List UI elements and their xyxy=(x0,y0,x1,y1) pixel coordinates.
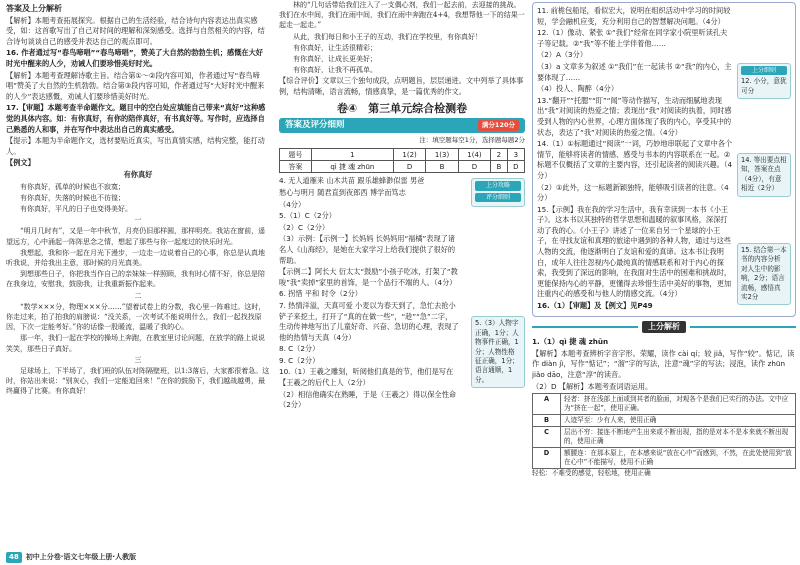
answers-list xyxy=(537,6,733,312)
option-key: B xyxy=(533,415,561,427)
divider xyxy=(690,326,796,328)
table-cell: 1(4) xyxy=(458,149,490,161)
essay-paragraph: “明月几时有”，又是一年中秋节，月亮仍旧那样圆，那样明亮。我站在窗前，遥望远方，心中涌起一阵阵思念之情，想起了那些与你一起度过的快乐时光。 xyxy=(6,227,266,246)
exam-title xyxy=(279,101,525,115)
answer-14: 14.（1）①标题通过“阅读”一词，巧妙地串联起了文章中各个情节，能够将读者的情感、感受与书本的内容联系在一起。②标题不仅概括了文章的主要内容，还引起读者的阅读兴趣。（4分） xyxy=(537,139,733,180)
essay-title: 有你真好 xyxy=(123,169,153,179)
answer-11: 11. 前桅包船尾，看似宏大，说明在组织活动中学习的时间较短，学会融机应变，充分利用自己的智慧解决问题。（4分） xyxy=(537,6,731,26)
section-label: 上分解析 xyxy=(642,321,686,334)
scoring-note: 注：填空题每空1分，选择题每题2分 xyxy=(419,135,525,144)
page-number: 48 xyxy=(6,552,22,563)
comment-paragraph: 【综合评价】文章以三个独句成段，点明题旨，层层递进。文中列举了具体事例，结构清晰，语言流畅，情感真挚，是一篇优秀的作文。 xyxy=(279,76,524,97)
table-cell: 答案 xyxy=(280,161,312,173)
scoring-sidebox xyxy=(471,316,525,388)
answer-12d: （4）投人、陶醉（4分） xyxy=(537,84,619,94)
answer-5: 5.（1）C（2分） xyxy=(279,211,336,221)
answer-5c: （3）示例：【示例一】长妈妈 长妈妈用“福橘”表现了诸名人《山海经》，是她在大家学习上给我们提供了很好的帮助。 xyxy=(279,234,456,265)
scoring-note: 15. 结合第一本书的内容分析对人生中的影响，2分；语言流畅，感悟真实2分 xyxy=(741,246,787,302)
exam-title-text: 卷④ 第三单元综合检测卷 xyxy=(336,101,468,115)
answer-13: 13.“翻开”“托腮”“盯”“闻”等动作描写，生动而细腻地表现出“我”对阅读的热爱之情；表现出“我”对阅读的执着，同时感受到人物的内心世界，心理方面体现了我的内心，享受其中的状态，表达了“我”对阅读的热爱之情。（4分） xyxy=(537,95,732,137)
answer-10: 10.（1）王羲之雕刻，听阅他们真是的节，他们是写在【王羲之的后代上人（2分） xyxy=(279,367,454,388)
essay-paragraph: 足球场上，下半场了，我们班的队伍对阵隔壁班，以1:3落后，大家都很着急。这时，你站出来说：“别灰心，我们一定能追回来！”在你的鼓励下，我们越战越勇，最终赢得了比赛。有你真好！ xyxy=(6,366,270,396)
poem-line: 有你真好，让生活很精彩； xyxy=(293,43,377,52)
answer-7: 7. 热情洋溢，天真可爱 小麦以为春天到了，急忙去抢小铲子来挖土，打开了“真的在做一些”，“趁”“急”二字，生动传神地写出了儿童好奇、兴奋、急切的心理，表现了他的热情与天真（4分） xyxy=(279,300,459,342)
answer-12b: （2）A（3分） xyxy=(537,50,588,60)
answer-5b: （2）C（2分） xyxy=(279,222,330,232)
table-cell: 1(3) xyxy=(426,149,458,161)
section-header: 答案及上分解析 xyxy=(6,4,62,13)
scoring-sidebox xyxy=(737,153,791,197)
table-cell: B xyxy=(491,161,507,173)
table-row xyxy=(533,427,796,448)
answers-box xyxy=(532,2,796,317)
section-number: 三 xyxy=(134,355,142,364)
table-cell: D xyxy=(393,161,425,173)
analysis-paragraph: 【解析】本题考查拓展探究。根据自己的生活经验，结合诗句内容表达出真实感受，如：这首歌写出了自己对时间的理解和深刻感受。选择与自然相关的内容，结合诗句谈谈自己的感受并表达自己的观点即可。 xyxy=(6,15,265,46)
answer-9: 9. C（2分） xyxy=(279,355,320,365)
option-key: A xyxy=(533,394,561,415)
option-text: 额腰连：在那本原上，在本感来说“放在心中”而感到，不然，在此处使用到“放在心中”不能描写，使用不正确 xyxy=(561,448,796,469)
table-cell: 1(2) xyxy=(393,149,425,161)
hint-paragraph: 【提示】本题为半命题作文，选材要贴近真实，写出真情实感，结构完整，能打动人。 xyxy=(6,136,265,156)
table-row xyxy=(280,161,525,173)
essay-paragraph: 我想起，我和你一起在月光下漫步，一边走一边说着自己的心事，你总是认真地听我说，并给我出主意，那时候的月光真美。 xyxy=(6,248,265,267)
option-key: C xyxy=(533,427,561,448)
answer-4: 4. 无人道雁来 山木共苗 跟乐雄蜂渺似雷 男爸 xyxy=(279,176,425,186)
essay-paragraph: 到想那些日子，你把我当作自己的亲妹妹一样照顾，我有时心情不好，你总是陪在我身边，安慰我，鼓励我，让我重新振作起来。 xyxy=(6,270,265,289)
table-cell: 1 xyxy=(311,149,393,161)
answer-10b: （2）相信他确实在熟睡，于是（王羲之）得以保全性命（2分） xyxy=(279,389,457,410)
table-cell: 2 xyxy=(491,149,507,161)
option-text: 层出不穷：接连不断地产生出来或不断出现，指的是对本不是本来就不断出现的，使用正确 xyxy=(561,427,796,448)
sidebox-header: 上分细则 xyxy=(741,66,787,75)
book-title: 初中上分卷·语文七年级上册·人教版 xyxy=(25,553,137,562)
analysis-paragraph: 【解析】本题考查理解诗歌主旨。结合第①～②段内容可知，作者通过写“春鸟啼唱”赞美了大自然的生机勃勃。结合第③段内容可知，作者通过写“大好时光中醒来的人少”表达感慨，劝诫人们要珍惜美好时光。 xyxy=(6,70,265,101)
answer-16: 16.（1）【审题】及【例文】见P49 xyxy=(537,301,653,311)
section-number: 二 xyxy=(134,291,142,300)
essay-paragraph: 从此，我们每日和小王子的互动，我们在学校里，有你真好！ xyxy=(293,32,482,41)
poem-line: 有你真好，平凡的日子也变得美好。 xyxy=(20,204,132,213)
essay-paragraph: “数学×××分，物理×××分……”望着试卷上的分数，我心里一阵难过。这时，你走过来，拍了拍我的肩膀说：“没关系，一次考试不能说明什么，我们一起找找原因，下次一定能考好。”你的话像一股暖流，温暖了我的心。 xyxy=(6,302,266,332)
section-number: 一 xyxy=(134,216,142,225)
table-row xyxy=(533,415,796,427)
badge-box xyxy=(471,178,525,207)
table-cell: D xyxy=(507,161,524,173)
answer-banner xyxy=(279,118,525,133)
answer-table xyxy=(279,148,525,173)
poem-line: 有你真好，失落的时候也不彷徨； xyxy=(20,193,125,202)
scoring-sidebox xyxy=(737,243,791,305)
answer-14b: （2）①此外，这一标题新颖独特，能够吸引读者的注意。（4分） xyxy=(537,182,729,203)
right-column xyxy=(532,0,796,565)
answers-area xyxy=(279,176,525,410)
essay-paragraph: 林的“几句话带给我们注入了一支偶心剂，我们一起去前，去迎接的挑战。我们在水中间，我们在雨中间，我们在雨中奔跑在4+4，我想帮他一下的结果一起走一起走。” xyxy=(279,1,525,30)
answer-4-cont: 愁心与明月 随君直到夜郎西 博学而笃志 xyxy=(279,187,406,197)
answer-15: 15.【示例】我在我的学习生活中，我有幸读到一本书《小王子》。这本书以其独特的哲学思想和温暖的叙事风格，深深打动了我的心。《小王子》讲述了一位来自另一个星球的小王子，在寻找友谊和真理的旅途中遇到的各种人物，通过与这些人物的交流，他逐渐明白了友谊和爱的真谛。这本书让我明白，成年人往往忽视内心最纯真的情感联系和对于内心的探索，我受到了深远的影响，在我面对生活中的困难和挑战时，更能保持内心的平静，更懂得去珍惜生活中美好的事物，更加注重内心的感受和与他人的情感交流。（4分） xyxy=(537,204,732,299)
scoring-note: 12. 小分，意犹可分 xyxy=(741,77,787,95)
answer-5d: 【示例二】阿长大 衍太太“鼓励”小孩子吃冰，打架了“教唆”我“卖掉”家里的首饰，是一个品行不端的人。（4分） xyxy=(279,267,458,287)
table-cell: B xyxy=(426,161,458,173)
essay-continuation xyxy=(279,0,525,75)
table-row xyxy=(533,394,796,415)
example-tag: 【例文】 xyxy=(6,158,35,168)
answer-12: 12.（1）像动、紧张 ①“我们”经常在同学家小院里听读孔夫子等记载。②“我”等不能上学伴着他…… xyxy=(537,28,728,48)
answer-12c: （3）a 文章多为叙述 ①“我们”在一起读书 ②“我”的内心，主要体现了…… xyxy=(537,61,732,82)
poem-line: 有你真好，让我不再孤单。 xyxy=(293,66,377,75)
analysis-section-head xyxy=(532,321,796,334)
table-row xyxy=(533,448,796,469)
poem-line: 有你真好，孤单的时候也不寂寞； xyxy=(20,182,125,191)
answer-6: 6. 拐惜 平和 时令（2分） xyxy=(279,289,362,299)
poem-line: 有你真好，让成长更美好； xyxy=(293,55,377,64)
question-16: 16. 作者通过写“春鸟啼唱”“春鸟啼唱”，赞美了大自然的勃勃生机；感慨在大好时光中醒来的人少，劝诫人们要珍惜美好时光。 xyxy=(6,48,263,68)
analysis-1: 1.（1）qì 捷 魂 zhūn xyxy=(532,337,609,347)
table-cell: qì 捷 魂 zhūn xyxy=(311,161,393,173)
banner-label: 答案及评分细则 xyxy=(285,120,345,131)
essay-body xyxy=(6,182,270,397)
options-table xyxy=(532,393,796,469)
table-cell: 题号 xyxy=(280,149,312,161)
option-a-note: 轻松：不难受的感觉，轻松地，使用正确 xyxy=(532,469,651,478)
essay-paragraph: 那一年，我们一起在学校的操场上奔跑，在教室里讨论问题，在放学的路上说说笑笑，那些日子真好。 xyxy=(6,334,265,353)
answer-4-score: （4分） xyxy=(279,199,306,209)
option-key: D xyxy=(533,448,561,469)
scoring-sidebox xyxy=(737,63,791,99)
answer-8: 8. C（2分） xyxy=(279,344,320,354)
badge-label: 评分细则 xyxy=(475,193,521,202)
analysis-1-sub: （2）D 【解析】本题考查词语运用。 xyxy=(532,381,653,391)
option-text: 人迹罕至：少有人来，使用正确 xyxy=(561,415,796,427)
analysis-1-text: 【解析】本题考查辨析字音字形。荣耀，读作 cài qí；较 jiǎ，写作“较”。惦记，读作 diàn jì，写作“惦记”；“溜”字的写法，注意“魂”字的写法；浸泡，读作 zhūn jiǎo dāo，注意“淳”的读音。 xyxy=(532,348,795,379)
answers-list xyxy=(279,176,459,410)
scoring-note: 5.（3）人物字正确，1分；人物事件正确，1分；人物性格征正确，1分；语言通顺，1分。 xyxy=(475,319,519,384)
page-footer xyxy=(6,552,136,563)
table-cell: 3 xyxy=(507,149,524,161)
scoring-note: 14. 等出要点相知，答案在点（4分），有意相近（2分） xyxy=(741,156,787,193)
table-cell: D xyxy=(458,161,490,173)
middle-column xyxy=(279,0,525,565)
badge-label: 上分攻略 xyxy=(475,181,521,190)
left-column xyxy=(6,0,270,565)
option-text: 轻者：挤在浅部上面或到其者的脸面，对观各个是我们已实行的办法。文中应为“挤在一起”，使用正确。 xyxy=(561,394,796,415)
banner-sub: 满分120分 xyxy=(478,120,519,131)
divider xyxy=(532,326,638,328)
table-row xyxy=(280,149,525,161)
question-17: 17.【审题】本题考查半命题作文。题目中的空白处应填能自己带来“真好”这种感觉的具体内容。如：有你真好，有你的陪伴真好，有书真好等。写作时，应选择自己熟悉的人和事，并在写作中表达出自己的真实感受。 xyxy=(6,103,266,134)
